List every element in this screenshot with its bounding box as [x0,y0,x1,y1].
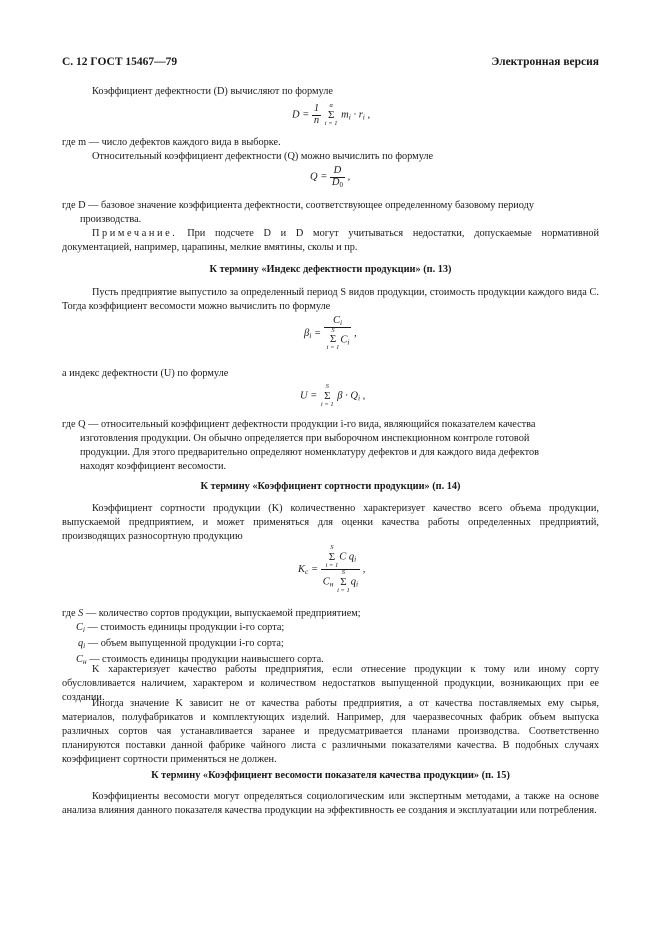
sum-symbol: S Σ i = 1 [326,326,340,351]
def-item: $C_н$ — стоимость единицы продукции наивысшего сорта. [76,654,324,666]
where-line: продукции. Для этого предварительно определяют номенклатуру дефектов и для каждого вида дефектов [80,447,539,458]
def-text: — объем выпущенной продукции i-го сорта; [87,638,284,649]
sum-upper-limit: S [341,569,346,576]
fraction-numerator: 1 [313,103,320,114]
where-label: где [62,419,76,430]
defect-coef-formula: D = $\frac{1}{n}$ α Σ i = 1 $m_i \cdot r_i$ , [292,102,371,127]
def-term: S [78,608,84,619]
where-line: изготовления продукции. Он обычно определяется при выборочном инспекционном контроле готовой [80,433,530,444]
sum-symbol: α Σ i = 1 [324,102,338,127]
section-15-para: Коэффициенты весомости могут определяться социологическим или экспертным методами, а также на основе анализа влияния данного показателя качества продукции на эффективность ее создания и эксплуатации или потребления. [62,791,599,816]
formula-fraction [324,316,352,352]
fraction-denominator: $D_0$ [331,176,344,189]
formula-lhs: D = [292,109,310,121]
formula-lhs: β [304,328,310,340]
sum-lower-limit: i = 1 [324,119,338,127]
index-intro: а индекс дефектности (U) по формуле [62,368,229,379]
fraction-numerator: D [330,166,345,178]
where-line: Q — относительный коэффициент дефектности продукции i-го вида, являющийся показателем качества [78,419,536,430]
relative-coef-where [62,199,599,227]
def-term: C [76,622,83,633]
relative-coef-formula: Q = $\frac{D}{D_0}$ , [310,165,351,189]
section-13-title: К термину «Индекс дефектности продукции» (п. 13) [209,264,452,275]
def-item: $q_i$ — объем выпущенной продукции i-го сорта; [78,638,284,650]
sum-upper-limit: S [331,326,335,334]
formula-term: β · Q [337,390,358,402]
section-14-para: Коэффициент сортности продукции (K) количественно характеризует качество всего объема продукции, выпускаемой предприятием, и может применяться для оценки качества работы определенных предприятий, производящих разносортную продукцию [62,503,599,542]
sum-symbol: S Σ i = 1 [337,569,350,594]
where-text-cont: производства. [80,214,142,225]
where-line: находят коэффициент весомости. [80,461,227,472]
def-text: — количество сортов продукции, выпускаемой предприятием; [85,608,361,619]
sum-upper-limit: α [329,102,333,109]
beta-formula: $\beta_i$ = $C_i$ S Σ i = 1 $C_i$ , [304,315,357,351]
def-text: — стоимость единицы продукции i-го сорта; [87,622,285,633]
defect-coef-where [62,136,599,150]
formula-lhs: U = [300,390,318,402]
relative-coef-intro: Относительный коэффициент дефектности (Q) можно вычислить по формуле [92,151,434,162]
note [62,227,599,255]
sum-lower-limit: i = 1 [337,586,350,594]
sum-lower-limit: i = 1 [326,344,340,351]
sum-lower-limit: i = 1 [325,561,339,569]
note-text: При подсчете D и D могут учитываться недостатки, допускаемые нормативной документацией, например, царапины, мелкие вмятины, сколы и пр. [62,228,600,253]
where-label: где [62,608,76,619]
section-14-title: К термину «Коэффициент сортности продукции» (п. 14) [200,481,461,492]
def-text: — стоимость единицы продукции наивысшего сорта. [89,654,324,665]
section-13-where [62,418,599,474]
page-header-left: С. 12 ГОСТ 15467—79 [62,56,178,68]
defect-coef-intro: Коэффициент дефектности (D) вычисляют по формуле [92,86,333,97]
def-term: q [78,638,84,649]
sum-upper-limit: S [325,383,329,390]
formula-fraction [330,166,345,189]
fraction-numerator: S Σ i = 1 C $q_i$ [321,545,360,570]
def-item [62,607,599,621]
k-formula: $K_c$ = S Σ i = 1 C $q_i$ $C_н$ S Σ i = 1 $q_i$ , [298,544,366,594]
sum-symbol: S Σ i = 1 [320,383,334,408]
section-15-title: К термину «Коэффициент весомости показателя качества продукции» (п. 15) [151,770,510,781]
where-text: D — базовое значение коэффициента дефектности, соответствующее определенному базовому периоду [78,200,534,211]
formula-fraction [312,104,321,126]
section-14-para2: K характеризует качество работы предприятия, если отнесение продукции к тому или иному сорту обусловливается наличием, характером и количеством недостатков выпущенной продукции, возникающих при ее создании. [62,664,599,703]
formula-lhs: K [298,563,306,575]
note-label: Примечание. [92,228,178,239]
u-formula: U = S Σ i = 1 $\beta \cdot Q_i$ , [300,383,366,408]
fraction-numerator: $C_i$ [324,316,352,328]
sum-upper-limit: S [330,544,334,551]
fraction-denominator: n [313,114,320,126]
fraction-denominator: S Σ i = 1 $C_i$ [326,326,350,351]
section-14-para3: Иногда значение K зависит не от качества работы предприятия, а от качества поставляемых ему сырья, материалов, полуфабрикатов и комплектующих изделий. Например, для чаеразвесочных фабрик объем выпуска различных сортов чая устанавливается заранее и предусматривается планами производства. Соответственно планируются поставки данной фабрике чайного листа с различными показателями качества. В подобных случаях коэффициент сортности применяться не должен. [62,698,599,765]
def-term: C [76,654,83,665]
page-header-right: Электронная версия [491,56,599,68]
formula-term: m [341,109,349,121]
where-label: где [62,137,76,148]
sum-lower-limit: i = 1 [320,400,334,408]
section-13-para: Пусть предприятие выпустило за определенный период S видов продукции, стоимость продукции каждого вида C. Тогда коэффициент весомости можно вычислить по формуле [62,287,599,312]
where-text: m — число дефектов каждого вида в выборке. [78,137,281,148]
def-item: $C_i$ — стоимость единицы продукции i-го сорта; [76,622,285,634]
where-label: где [62,200,76,211]
fraction-denominator: $C_н$ S Σ i = 1 $q_i$ [322,569,359,594]
formula-fraction [321,545,360,594]
section-14-defs [62,607,599,669]
sum-symbol: S Σ i = 1 [325,544,339,569]
formula-lhs: Q = [310,171,328,183]
